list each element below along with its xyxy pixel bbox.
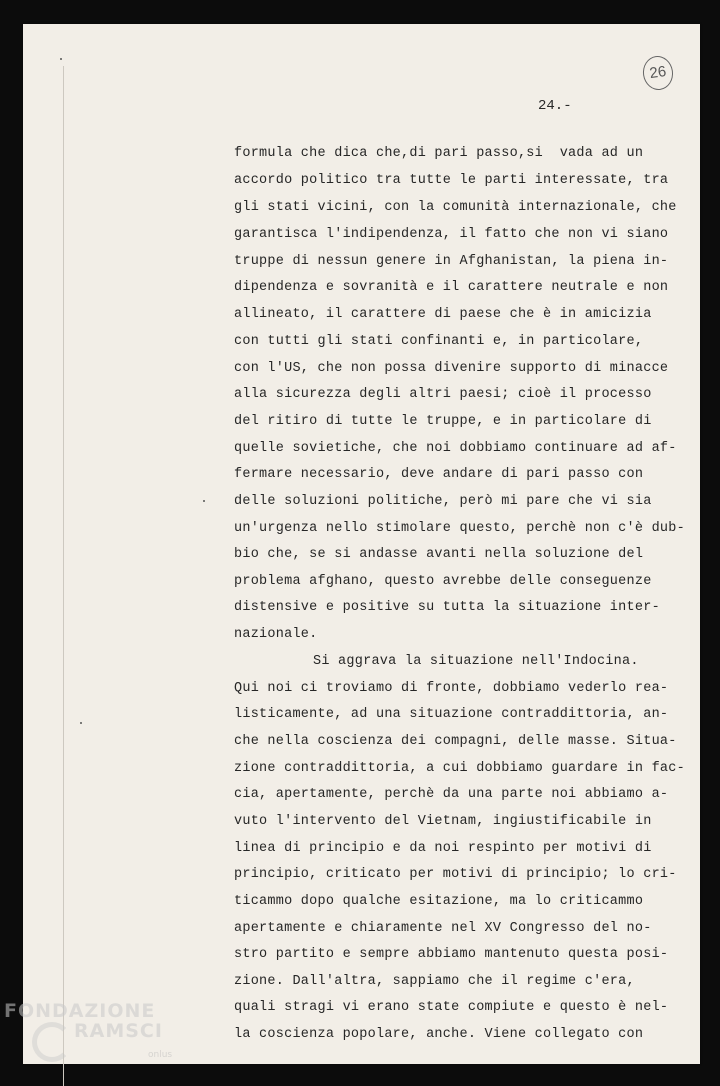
text-line: garantisca l'indipendenza, il fatto che non vi siano [234,227,669,242]
text-line: distensive e positive su tutta la situazione inter- [234,600,660,615]
text-line: quelle sovietiche, che noi dobbiamo continuare ad af- [234,441,677,456]
text-line: formula che dica che,di pari passo,si vada ad un [234,146,644,161]
text-line: zione. Dall'altra, sappiamo che il regime c'era, [234,974,635,989]
paragraph-start-line: Si aggrava la situazione nell'Indocina. [313,654,639,669]
paper-speck [80,722,82,724]
text-line: listicamente, ad una situazione contraddittoria, an- [234,707,669,722]
text-line: ticammo dopo qualche esitazione, ma lo criticammo [234,894,644,909]
text-line: accordo politico tra tutte le parti interessate, tra [234,173,669,188]
paper-speck [60,58,62,60]
watermark-line-1: FONDAZIONE [4,1000,156,1022]
text-line: vuto l'intervento del Vietnam, ingiustificabile in [234,814,652,829]
text-line: con l'US, che non possa divenire supporto di minacce [234,361,669,376]
text-line: che nella coscienza dei compagni, delle masse. Situa- [234,734,677,749]
text-line: truppe di nessun genere in Afghanistan, la piena in- [234,254,669,269]
text-line: la coscienza popolare, anche. Viene collegato con [234,1027,644,1042]
text-line: linea di principio e da noi respinto per motivi di [234,841,652,856]
text-line: nazionale. [234,627,318,642]
text-line: fermare necessario, deve andare di pari passo con [234,467,644,482]
watermark-subtitle: onlus [148,1050,173,1060]
page-number: 24.- [538,98,572,114]
text-line: con tutti gli stati confinanti e, in particolare, [234,334,644,349]
text-line: dipendenza e sovranità e il carattere neutrale e non [234,280,669,295]
text-line: alla sicurezza degli altri paesi; cioè il processo [234,387,652,402]
foundation-watermark-logo [2,998,202,1078]
text-line: problema afghano, questo avrebbe delle conseguenze [234,574,652,589]
text-line: gli stati vicini, con la comunità internazionale, che [234,200,677,215]
text-line: delle soluzioni politiche, però mi pare che vi sia [234,494,652,509]
watermark-g-icon [32,1022,72,1062]
text-line: apertamente e chiaramente nel XV Congresso del no- [234,921,652,936]
text-line: bio che, se si andasse avanti nella soluzione del [234,547,644,562]
text-line: stro partito e sempre abbiamo mantenuto questa posi- [234,947,669,962]
text-line: quali stragi vi erano state compiute e questo è nel- [234,1000,669,1015]
text-line: zione contraddittoria, a cui dobbiamo guardare in fac- [234,761,685,776]
text-line: Qui noi ci troviamo di fronte, dobbiamo vederlo rea- [234,681,669,696]
text-line: cia, apertamente, perchè da una parte noi abbiamo a- [234,787,669,802]
watermark-line-2: RAMSCI [74,1020,163,1042]
text-line: del ritiro di tutte le truppe, e in particolare di [234,414,652,429]
archive-page-stamp: 26 [641,54,675,92]
text-line: allineato, il carattere di paese che è in amicizia [234,307,652,322]
paper-speck [203,500,205,502]
text-line: principio, criticato per motivi di principio; lo cri- [234,867,677,882]
text-line: un'urgenza nello stimolare questo, perchè non c'è dub- [234,521,685,536]
